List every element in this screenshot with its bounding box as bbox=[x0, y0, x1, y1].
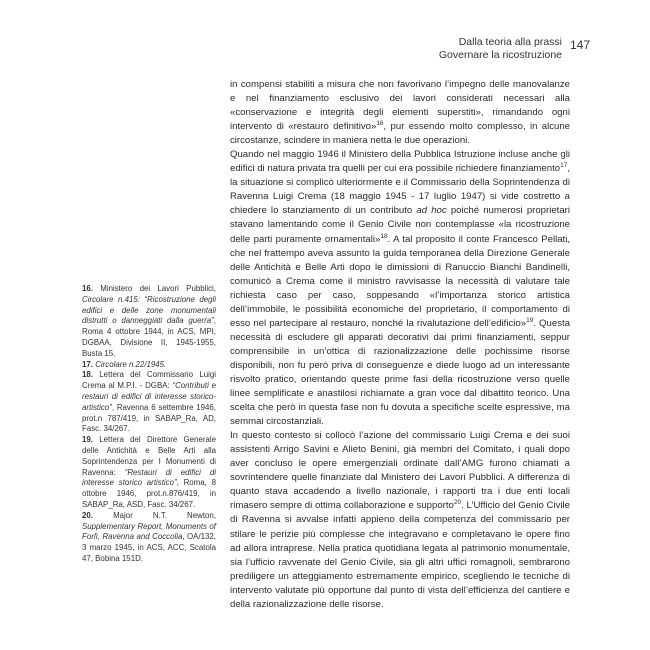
footnotes-column bbox=[82, 284, 216, 565]
note-number: 18. bbox=[82, 370, 93, 380]
italic-text: Circolare n.415: “Ricostruzione degli edifici e delle zone monumentali distrutti o danneggiati dalla guerra” bbox=[82, 294, 216, 326]
italic-text: ad hoc bbox=[416, 205, 447, 217]
footnote-20 bbox=[82, 511, 216, 565]
note-number: 17. bbox=[82, 359, 93, 369]
footnote-reference: 16 bbox=[376, 119, 384, 127]
footnote-reference: 20 bbox=[453, 499, 462, 507]
text-run: Lettera del Commissario Luigi Crema al M.P.I. - DGBA: bbox=[82, 370, 216, 391]
italic-text: Circolare n.22/1945. bbox=[95, 359, 167, 369]
footnote-19 bbox=[82, 435, 216, 511]
text-run: Major N.T. Newton, bbox=[92, 510, 216, 520]
body-paragraph-2 bbox=[230, 148, 570, 429]
text-run: in compensi stabiliti a misura che non favorivano l’impegno delle manovalanze e nel finanziamento esclusivo dei lavori considerati necessari alla «conservazione e integrità degli elementi superstiti», rimandando ogni intervento di «restauro definitivo» bbox=[230, 79, 570, 133]
main-text-column bbox=[230, 78, 570, 612]
text-run: , OA/132, 3 marzo 1945, in ACS, ACC, Scatola 47, Bobina 151D. bbox=[82, 532, 216, 563]
note-number: 19. bbox=[82, 435, 93, 445]
footnote-18 bbox=[82, 370, 216, 435]
note-number: 16. bbox=[82, 284, 93, 293]
footnote-17 bbox=[82, 360, 216, 371]
italic-text: “Restauri di edifici di interesse storico artistico” bbox=[82, 467, 216, 488]
italic-text: “Contributi e restauri di edifici di interesse storico-artistico” bbox=[82, 381, 216, 412]
text-run: , Ravenna 6 settembre 1946, prot.n 787/419, in SABAP_Ra, AD, Fasc. 34/267. bbox=[82, 402, 216, 434]
text-run: . Questa necessità di escludere gli apparati decorativi dai primi finanziamenti, seppur comprensibile in un’ottica di razionalizzazione delle pochissime risorse disponibili, non fu però priva di conseguenze e diede luogo ad un interessante risvolto pratico, orientando queste prime fasi della ricostruzione verso quelle linee semplificate e anastilosi richiamate a gran voce dal dibattito teorico. Una scelta che però in questa fase non fu dovuta a specifiche scelte espressive, ma semmai circostanziali. bbox=[230, 317, 570, 428]
running-head bbox=[439, 36, 562, 62]
text-run: , pur essendo molto complesso, in alcune circostanze, scindere in maniera netta le due operazioni. bbox=[230, 121, 571, 147]
text-run: , Roma 4 ottobre 1944, in ACS, MPI, DGBAA, Divisione II, 1945-1955, Busta 15. bbox=[82, 316, 216, 358]
text-run: . A tal proposito il conte Francesco Pellati, che nel frattempo aveva assunto la guida temporanea della Direzione Generale delle Antichità e Belle Arti dopo le dimissioni di Ranuccio Bianchi Bandinelli, comunicò a Crema come il ministro ravvisasse la necessità di valutare tale richiesta caso per caso, soppesando «l’importanza storico artistica dell’immobile, le possibilità economiche del proprietario, il comportamento di esso nel partecipare al restauro, nonché la rivalutazione dell’edificio» bbox=[230, 233, 571, 329]
text-run: , Roma, 8 ottobre 1946, prot.n.876/419, in SABAP_Ra, ASD, Fasc. 34/267. bbox=[82, 478, 216, 509]
footnote-reference: 19 bbox=[526, 316, 534, 324]
italic-text: Supplementary Report, Monuments of Forlì, Ravenna and Coccolia bbox=[82, 521, 216, 542]
footnote-reference: 18 bbox=[380, 232, 388, 240]
body-paragraph-3 bbox=[230, 429, 570, 612]
page-number: 147 bbox=[570, 38, 591, 52]
text-run: Quando nel maggio 1946 il Ministero della Pubblica Istruzione incluse anche gli edifici di natura privata tra quelli per cui era possibile richiedere finanziamento bbox=[230, 149, 570, 175]
footnote-16 bbox=[82, 284, 216, 360]
body-paragraph-1 bbox=[230, 78, 570, 148]
footnote-reference: 17 bbox=[560, 162, 568, 170]
running-head-chapter: Governare la ricostruzione bbox=[438, 49, 562, 61]
text-run: , la situazione si complicò ulteriormente e il Commissario della Soprintendenza di Ravenna Luigi Crema (18 maggio 1945 - 17 luglio 1947) si vide costretto a chiedere lo stanziamento di un contributo bbox=[230, 163, 571, 217]
note-number: 20. bbox=[82, 510, 93, 520]
text-run: Lettera del Direttore Generale delle Antichità e Belle Arti alla Soprintendenza per I Monumenti di Ravenna: bbox=[82, 435, 216, 477]
text-run: In questo contesto si collocò l’azione del commissario Luigi Crema e dei suoi assistenti Arrigo Savini e Alieto Benini, già membri del Comitato, i quali dopo aver concluso le opere emergenziali ordinate dall’AMG furono chiamati a sovrintendere quelle finanziate dal Ministero dei Lavori Pubblici. A differenza di quanto stava accadendo a livello nazionale, i rapporti tra i due enti locali rimasero sempre di ottima collaborazione e supporto bbox=[230, 430, 570, 512]
text-run: Ministero dei Lavori Pubblici, bbox=[92, 284, 216, 293]
running-head-section: Dalla teoria alla prassi bbox=[458, 36, 562, 48]
text-run: . L’Ufficio del Genio Civile di Ravenna si avvalse infatti appieno della competenza del commissario per stilare le perizie più complesse che integravano e completavano le opere fino ad allora intraprese. Nella pratica quotidiana legata al patrimonio monumentale, sia l’ufficio ravvenate del Genio Civile, sia gli altri uffici romagnoli, sembrarono prediligere un atteggiamento estremamente empirico, scegliendo le tecniche di intervento valutate più opportune dal punto di vista dell’efficienza del cantiere e della razionalizzazione delle risorse. bbox=[230, 500, 571, 610]
text-run: poiché numerosi proprietari stavano lamentando come il Genio Civile non contemplasse «la ricostruzione delle parti puramente ornamentali» bbox=[230, 205, 571, 245]
